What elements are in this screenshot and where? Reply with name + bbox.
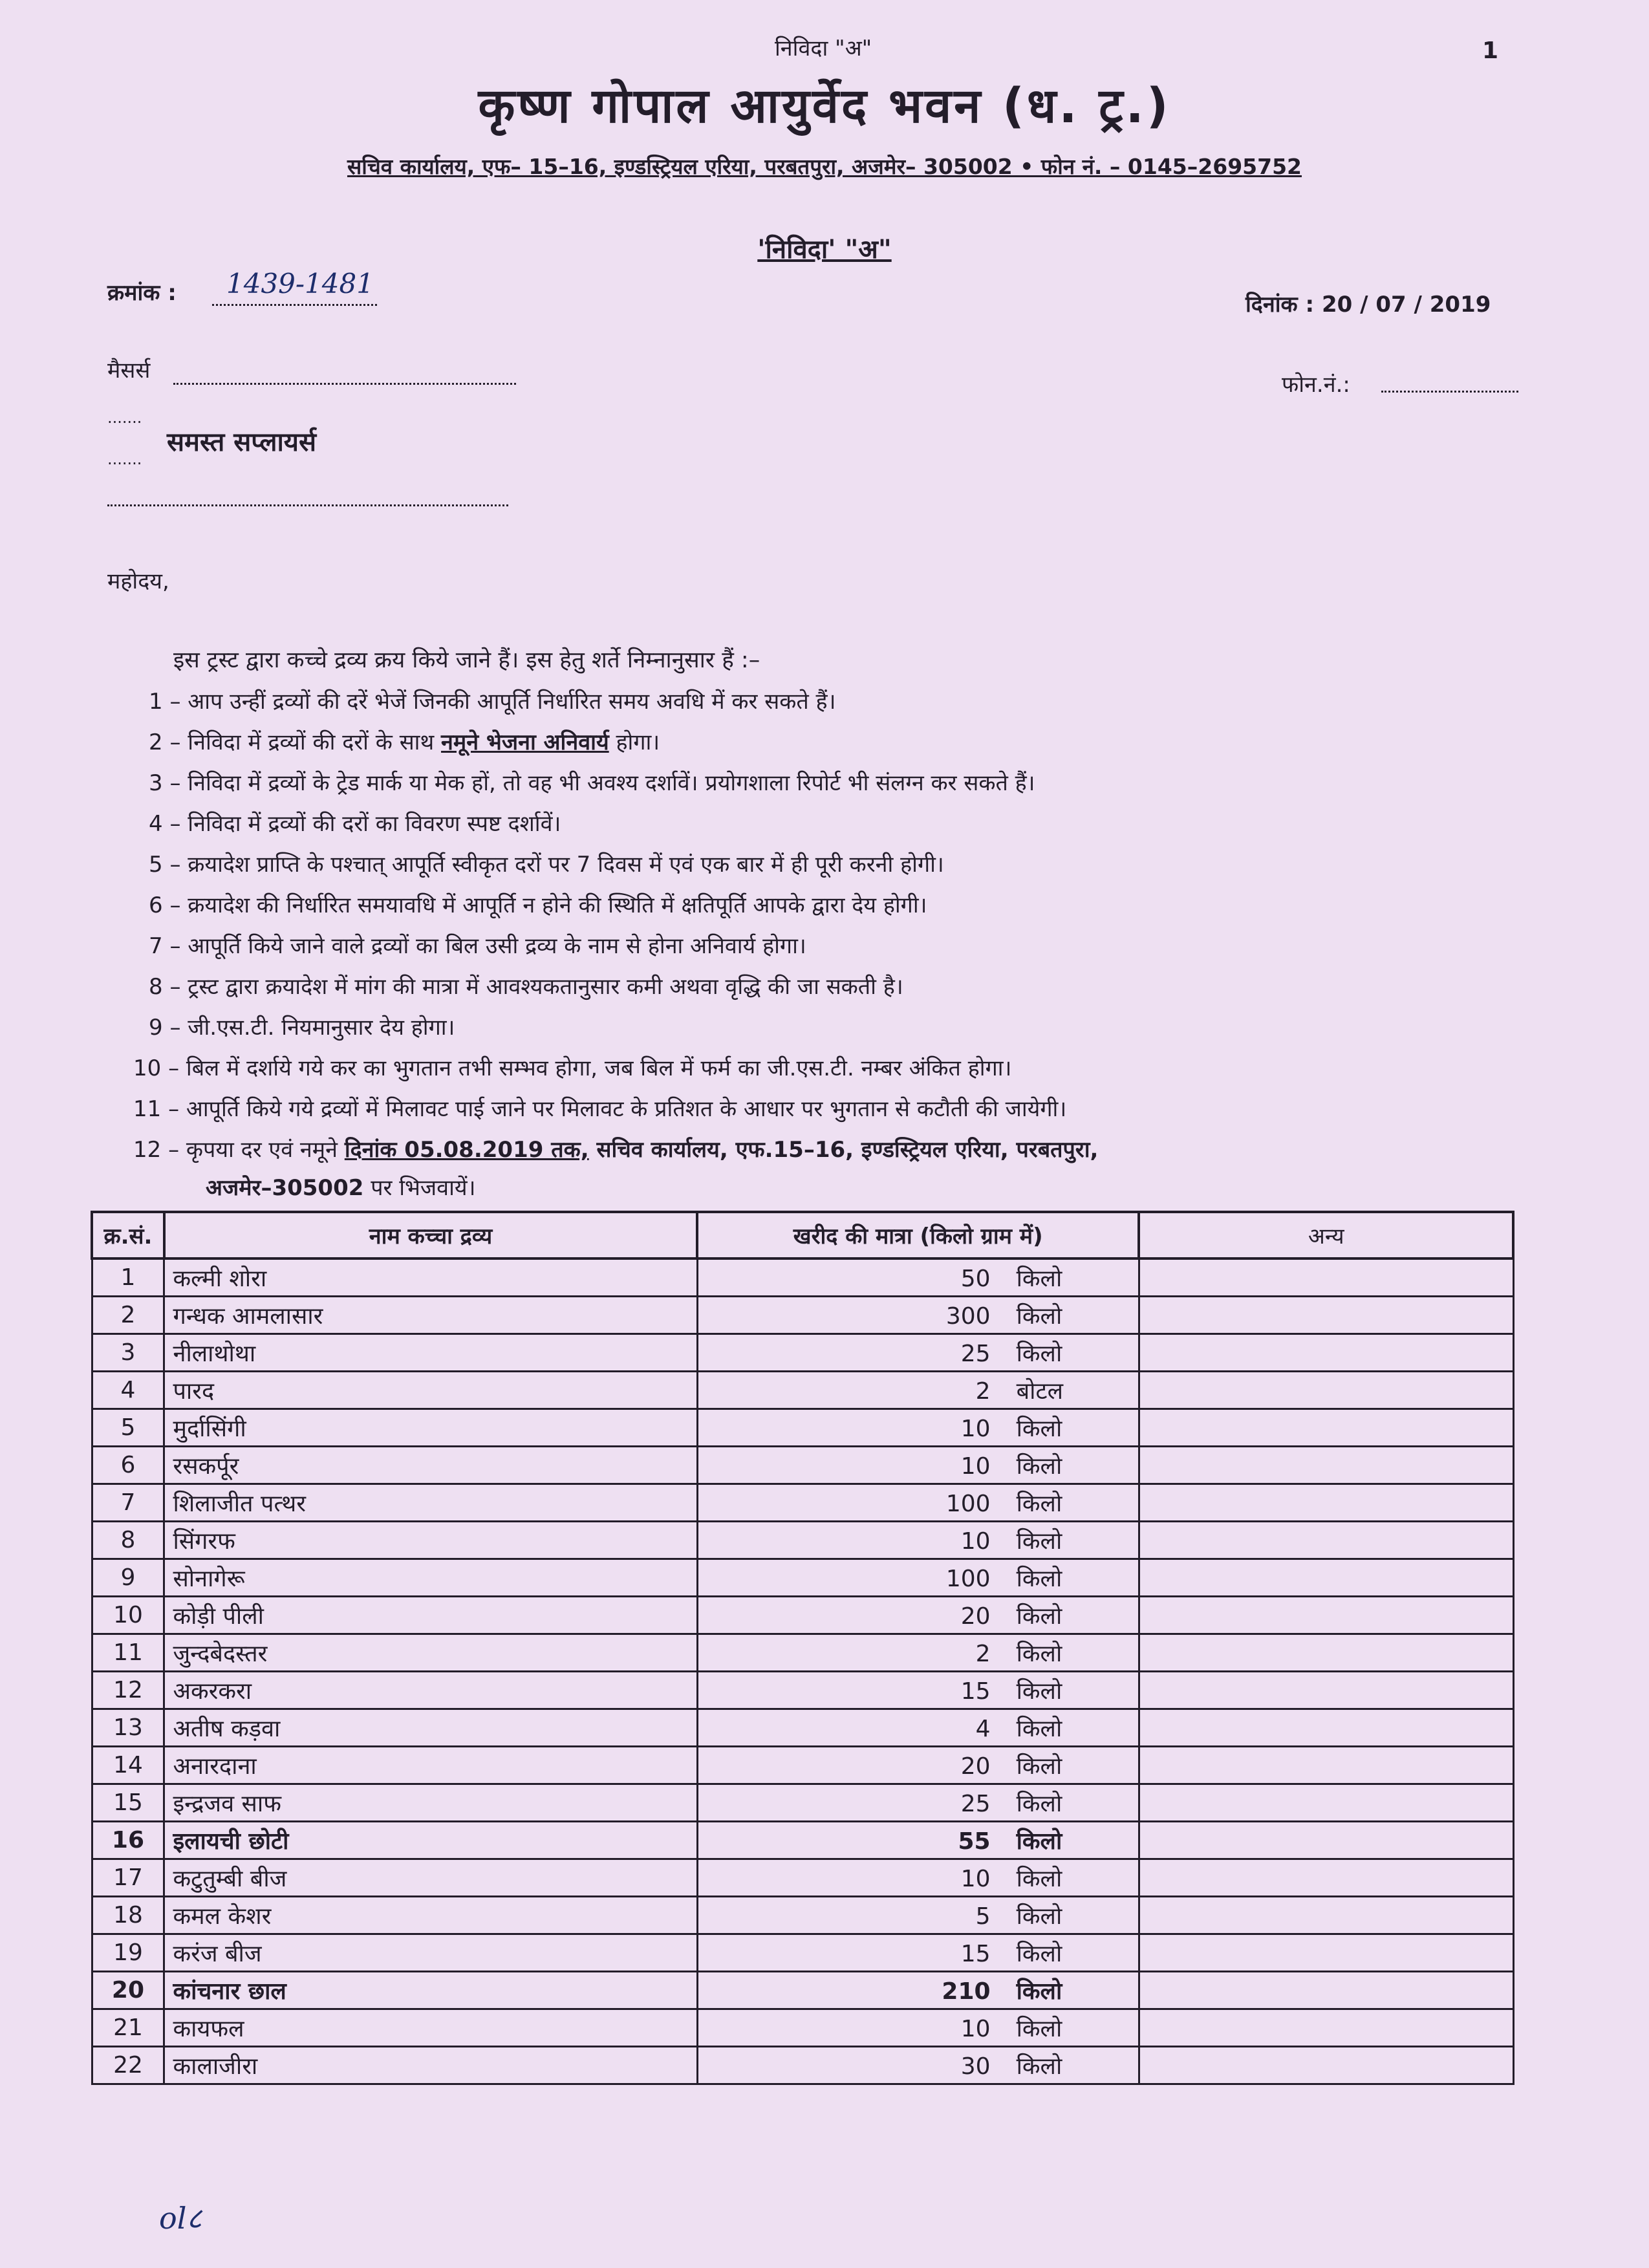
quantity-value: 20: [960, 1753, 991, 1780]
cell-name: अकरकरा: [164, 1671, 697, 1709]
cell-other: [1139, 1296, 1513, 1334]
cell-other: [1139, 1559, 1513, 1596]
cell-serial: 13: [92, 1709, 164, 1746]
cell-serial: 5: [92, 1409, 164, 1446]
cell-name: कोड़ी पीली: [164, 1596, 697, 1634]
cell-serial: 7: [92, 1484, 164, 1521]
cell-serial: 18: [92, 1896, 164, 1934]
cell-name: अनारदाना: [164, 1746, 697, 1784]
condition-number: 3 –: [149, 770, 181, 796]
cell-other: [1139, 1334, 1513, 1371]
quantity-value: 50: [960, 1265, 991, 1292]
condition-text: निविदा में द्रव्यों की दरों के साथ: [188, 729, 442, 755]
cell-other: [1139, 2046, 1513, 2084]
table-row: [92, 1671, 1513, 1709]
cell-serial: 22: [92, 2046, 164, 2084]
cell-other: [1139, 1859, 1513, 1896]
quantity-value: 100: [945, 1490, 991, 1517]
cell-name: पारद: [164, 1371, 697, 1409]
cell-quantity: [697, 1896, 1139, 1934]
quantity-value: 210: [942, 1978, 991, 2005]
quantity-unit: किलो: [1016, 1790, 1062, 1817]
quantity-unit: किलो: [1016, 1903, 1062, 1930]
cell-quantity: [697, 1709, 1139, 1746]
cell-quantity: [697, 1371, 1139, 1409]
condition-text: बिल में दर्शाये गये कर का भुगतान तभी सम्भव होगा, जब बिल में फर्म का जी.एस.टी. नम्बर अंकित होगा।: [186, 1055, 1012, 1081]
cell-other: [1139, 1484, 1513, 1521]
quantity-unit: किलो: [1016, 1490, 1062, 1517]
date-label: दिनांक :: [1245, 292, 1315, 318]
cell-serial: 1: [92, 1258, 164, 1296]
quantity-value: 30: [960, 2053, 991, 2080]
addressee-label: मैसर्स: [107, 358, 151, 383]
reference-dotline: [212, 304, 377, 306]
condition-10: [133, 1052, 1011, 1082]
cell-quantity: [697, 2046, 1139, 2084]
cell-name: रसकर्पूर: [164, 1446, 697, 1484]
cell-other: [1139, 1671, 1513, 1709]
quantity-value: 15: [960, 1678, 991, 1705]
cell-serial: 2: [92, 1296, 164, 1334]
cell-name: सिंगरफ: [164, 1521, 697, 1559]
cell-quantity: [697, 1521, 1139, 1559]
cell-serial: 3: [92, 1334, 164, 1371]
top-label: निविदा "अ": [775, 36, 872, 61]
table-row: [92, 1971, 1513, 2009]
quantity-unit: किलो: [1016, 2053, 1062, 2080]
intro-text: इस ट्रस्ट द्वारा कच्चे द्रव्य क्रय किये जाने हैं। इस हेतु शर्ते निम्नानुसार हैं :–: [173, 647, 760, 673]
reference-label: क्रमांक :: [107, 280, 177, 306]
table-row: [92, 1596, 1513, 1634]
cell-quantity: [697, 1934, 1139, 1971]
condition-number: 10 –: [133, 1055, 180, 1081]
cell-quantity: [697, 1258, 1139, 1296]
table-row: [92, 1559, 1513, 1596]
quantity-value: 15: [960, 1940, 991, 1967]
condition-emphasis: दिनांक 05.08.2019 तक,: [344, 1137, 589, 1163]
condition-12-line2: [206, 1172, 475, 1202]
cell-quantity: [697, 1409, 1139, 1446]
condition-9: [149, 1011, 455, 1041]
condition-number: 9 –: [149, 1015, 181, 1041]
table-row: [92, 1784, 1513, 1821]
quantity-value: 25: [960, 1340, 991, 1367]
table-row: [92, 1446, 1513, 1484]
cell-quantity: [697, 1821, 1139, 1859]
table-row: [92, 1484, 1513, 1521]
cell-quantity: [697, 1671, 1139, 1709]
quantity-unit: किलो: [1016, 1828, 1062, 1855]
condition-text: जी.एस.टी. नियमानुसार देय होगा।: [188, 1015, 455, 1041]
addressee-dotline-1: [173, 383, 516, 385]
condition-text: कृपया दर एवं नमूने: [186, 1137, 345, 1163]
condition-number: 11 –: [133, 1096, 180, 1122]
condition-text: निविदा में द्रव्यों की दरों का विवरण स्पष्ट दर्शावें।: [188, 811, 561, 837]
cell-quantity: [697, 1334, 1139, 1371]
organization-address: सचिव कार्यालय, एफ– 15–16, इण्डस्ट्रियल एरिया, परबतपुरा, अजमेर– 305002 • फोन नं. – 0145–2695752: [347, 154, 1302, 179]
cell-serial: 4: [92, 1371, 164, 1409]
header-name: नाम कच्चा द्रव्य: [164, 1212, 697, 1258]
condition-number: 1 –: [149, 689, 181, 715]
condition-address: सचिव कार्यालय, एफ.15–16, इण्डस्ट्रियल एरिया, परबतपुरा,: [588, 1137, 1099, 1163]
quantity-unit: किलो: [1016, 1753, 1062, 1780]
quantity-unit: किलो: [1016, 1415, 1062, 1442]
cell-serial: 12: [92, 1671, 164, 1709]
condition-text: आपूर्ति किये गये द्रव्यों में मिलावट पाई जाने पर मिलावट के प्रतिशत के आधार पर भुगतान से कटौती की जायेगी।: [186, 1096, 1067, 1122]
cell-name: कमल केशर: [164, 1896, 697, 1934]
quantity-unit: किलो: [1016, 2015, 1062, 2042]
cell-quantity: [697, 1859, 1139, 1896]
table-header-row: [92, 1212, 1513, 1258]
cell-quantity: [697, 1559, 1139, 1596]
cell-name: सोनागेरू: [164, 1559, 697, 1596]
table-row: [92, 1521, 1513, 1559]
cell-quantity: [697, 2009, 1139, 2046]
table-row: [92, 1371, 1513, 1409]
condition-text-end: होगा।: [609, 729, 660, 755]
page-number: 1: [1482, 38, 1499, 64]
cell-name: कटुतुम्बी बीज: [164, 1859, 697, 1896]
cell-serial: 8: [92, 1521, 164, 1559]
cell-other: [1139, 1709, 1513, 1746]
cell-name: कालाजीरा: [164, 2046, 697, 2084]
quantity-unit: किलो: [1016, 1453, 1062, 1480]
table-row: [92, 1896, 1513, 1934]
addressee-leader-1: .......: [107, 409, 142, 427]
condition-2: [149, 726, 660, 756]
condition-text: ट्रस्ट द्वारा क्रयादेश में मांग की मात्रा में आवश्यकतानुसार कमी अथवा वृद्धि की जा सकती है।: [188, 974, 903, 1000]
cell-other: [1139, 1784, 1513, 1821]
quantity-unit: किलो: [1016, 1940, 1062, 1967]
header-other: अन्य: [1139, 1212, 1513, 1258]
table-row: [92, 1258, 1513, 1296]
cell-other: [1139, 1596, 1513, 1634]
condition-number: 7 –: [149, 933, 181, 959]
cell-quantity: [697, 1446, 1139, 1484]
cell-quantity: [697, 1634, 1139, 1671]
table-row: [92, 1934, 1513, 1971]
cell-name: अतीष कड़वा: [164, 1709, 697, 1746]
table-body: [92, 1258, 1513, 2084]
cell-serial: 6: [92, 1446, 164, 1484]
cell-quantity: [697, 1746, 1139, 1784]
cell-serial: 11: [92, 1634, 164, 1671]
addressee-name: समस्त सप्लायर्स: [167, 427, 317, 457]
table-row: [92, 1634, 1513, 1671]
header-quantity: खरीद की मात्रा (किलो ग्राम में): [697, 1212, 1139, 1258]
cell-serial: 14: [92, 1746, 164, 1784]
condition-number: 8 –: [149, 974, 181, 1000]
cell-serial: 20: [92, 1971, 164, 2009]
condition-text: आपूर्ति किये जाने वाले द्रव्यों का बिल उसी द्रव्य के नाम से होना अनिवार्य होगा।: [188, 933, 806, 959]
condition-8: [149, 971, 903, 1000]
condition-number: 12 –: [133, 1137, 180, 1163]
condition-text: आप उन्हीं द्रव्यों की दरें भेजें जिनकी आपूर्ति निर्धारित समय अवधि में कर सकते हैं।: [188, 689, 836, 715]
cell-serial: 19: [92, 1934, 164, 1971]
cell-quantity: [697, 1596, 1139, 1634]
phone-dotline: [1381, 391, 1518, 393]
cell-name: करंज बीज: [164, 1934, 697, 1971]
organization-name: कृष्ण गोपाल आयुर्वेद भवन (ध. ट्र.): [478, 78, 1171, 134]
quantity-unit: किलो: [1016, 1340, 1062, 1367]
quantity-unit: बोटल: [1016, 1377, 1063, 1405]
quantity-unit: किलो: [1016, 1715, 1062, 1742]
quantity-value: 10: [960, 1528, 991, 1555]
table-row: [92, 1859, 1513, 1896]
quantity-value: 10: [960, 1453, 991, 1480]
condition-6: [149, 889, 927, 919]
condition-4: [149, 808, 561, 837]
quantity-value: 5: [975, 1903, 991, 1930]
cell-other: [1139, 1521, 1513, 1559]
cell-serial: 15: [92, 1784, 164, 1821]
cell-name: कांचनार छाल: [164, 1971, 697, 2009]
condition-5: [149, 848, 944, 878]
quantity-value: 4: [975, 1715, 991, 1742]
quantity-unit: किलो: [1016, 1640, 1062, 1667]
items-table: [91, 1211, 1514, 2085]
table-row: [92, 1709, 1513, 1746]
condition-emphasis: नमूने भेजना अनिवार्य: [441, 729, 609, 755]
phone-label: फोन.नं.:: [1282, 372, 1350, 398]
condition-text: क्रयादेश की निर्धारित समयावधि में आपूर्ति न होने की स्थिति में क्षतिपूर्ति आपके द्वारा देय होगी।: [188, 892, 927, 918]
condition-number: 2 –: [149, 729, 181, 755]
table-row: [92, 1409, 1513, 1446]
cell-other: [1139, 2009, 1513, 2046]
quantity-value: 2: [975, 1640, 991, 1667]
cell-quantity: [697, 1296, 1139, 1334]
quantity-unit: किलो: [1016, 1528, 1062, 1555]
quantity-value: 55: [958, 1828, 991, 1855]
quantity-unit: किलो: [1016, 1678, 1062, 1705]
cell-name: कल्मी शोरा: [164, 1258, 697, 1296]
quantity-value: 100: [945, 1565, 991, 1592]
cell-quantity: [697, 1484, 1139, 1521]
cell-other: [1139, 1746, 1513, 1784]
cell-quantity: [697, 1971, 1139, 2009]
quantity-unit: किलो: [1016, 1978, 1062, 2005]
quantity-unit: किलो: [1016, 1603, 1062, 1630]
document-title: 'निविदा' "अ": [757, 235, 892, 265]
condition-number: 4 –: [149, 811, 181, 837]
condition-11: [133, 1093, 1066, 1123]
cell-serial: 16: [92, 1821, 164, 1859]
cell-name: इलायची छोटी: [164, 1821, 697, 1859]
table-row: [92, 1296, 1513, 1334]
cell-name: कायफल: [164, 2009, 697, 2046]
cell-other: [1139, 1971, 1513, 2009]
condition-number: 5 –: [149, 852, 181, 878]
cell-name: नीलाथोथा: [164, 1334, 697, 1371]
condition-number: 6 –: [149, 892, 181, 918]
quantity-value: 25: [960, 1790, 991, 1817]
quantity-value: 2: [975, 1377, 991, 1405]
table-row: [92, 2046, 1513, 2084]
table-row: [92, 1746, 1513, 1784]
table-row: [92, 1821, 1513, 1859]
condition-text: क्रयादेश प्राप्ति के पश्चात् आपूर्ति स्वीकृत दरों पर 7 दिवस में एवं एक बार में ही पूरी करनी होगी।: [188, 852, 944, 878]
condition-1: [149, 686, 835, 715]
cell-other: [1139, 1258, 1513, 1296]
cell-other: [1139, 1409, 1513, 1446]
date-field: [1245, 288, 1491, 318]
condition-7: [149, 930, 806, 960]
cell-name: गन्धक आमलासार: [164, 1296, 697, 1334]
quantity-value: 10: [960, 1415, 991, 1442]
quantity-unit: किलो: [1016, 1265, 1062, 1292]
reference-number: 1439-1481: [226, 268, 374, 299]
cell-other: [1139, 1821, 1513, 1859]
addressee-leader-2: .......: [107, 450, 142, 468]
table-row: [92, 1334, 1513, 1371]
quantity-value: 10: [960, 1865, 991, 1892]
quantity-value: 300: [945, 1302, 991, 1330]
condition-12: [133, 1134, 1098, 1163]
handwritten-mark: ol८: [159, 2201, 202, 2236]
condition-city: अजमेर–305002: [206, 1175, 364, 1201]
cell-other: [1139, 1634, 1513, 1671]
cell-serial: 9: [92, 1559, 164, 1596]
cell-other: [1139, 1934, 1513, 1971]
cell-other: [1139, 1371, 1513, 1409]
quantity-unit: किलो: [1016, 1865, 1062, 1892]
cell-other: [1139, 1896, 1513, 1934]
cell-quantity: [697, 1784, 1139, 1821]
date-value: 20 / 07 / 2019: [1321, 292, 1491, 318]
cell-other: [1139, 1446, 1513, 1484]
quantity-unit: किलो: [1016, 1565, 1062, 1592]
cell-name: शिलाजीत पत्थर: [164, 1484, 697, 1521]
quantity-unit: किलो: [1016, 1302, 1062, 1330]
condition-text-end: पर भिजवायें।: [363, 1175, 476, 1201]
condition-3: [149, 767, 1035, 797]
quantity-value: 20: [960, 1603, 991, 1630]
header-serial: क्र.सं.: [92, 1212, 164, 1258]
salutation: महोदय,: [107, 568, 169, 594]
table-row: [92, 2009, 1513, 2046]
addressee-dotline-2: [107, 504, 508, 506]
condition-text: निविदा में द्रव्यों के ट्रेड मार्क या मेक हों, तो वह भी अवश्य दर्शावें। प्रयोगशाला रिपोर्ट भी संलग्न कर सकते हैं।: [188, 770, 1035, 796]
cell-serial: 21: [92, 2009, 164, 2046]
cell-serial: 10: [92, 1596, 164, 1634]
cell-name: इन्द्रजव साफ: [164, 1784, 697, 1821]
quantity-value: 10: [960, 2015, 991, 2042]
cell-serial: 17: [92, 1859, 164, 1896]
cell-name: जुन्दबेदस्तर: [164, 1634, 697, 1671]
cell-name: मुर्दासिंगी: [164, 1409, 697, 1446]
